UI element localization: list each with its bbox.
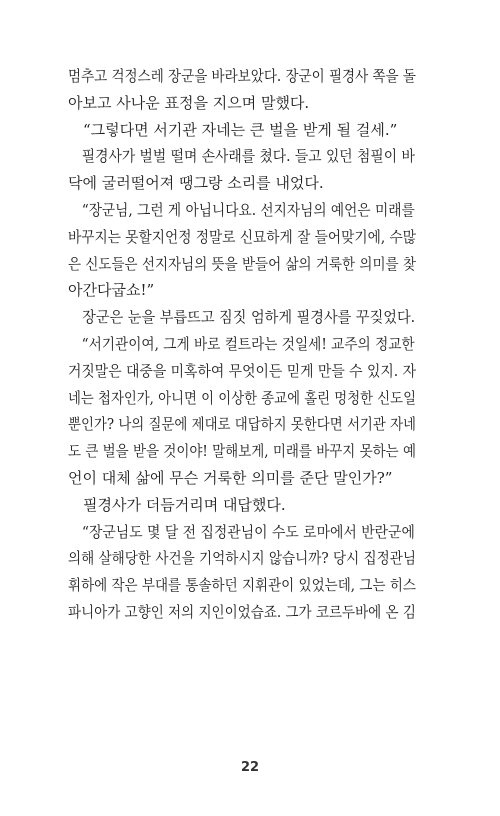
text-line: 의해 살해당한 사건을 기억하시지 않습니까? 당시 집정관님 (68, 549, 417, 568)
page-number: 22 (240, 760, 260, 775)
text-line: 필경사가 더듬거리며 대답했다. (83, 495, 286, 514)
text-line: “장군님, 그런 게 아닙니다요. 선지자님의 예언은 미래를 (81, 200, 415, 219)
text-line: “장군님도 몇 달 전 집정관님이 수도 로마에서 반란군에 (81, 522, 415, 541)
text-line: “서기관이여, 그게 바로 컬트라는 것일세! 교주의 정교한 (81, 334, 415, 353)
text-line: “그렇다면 서기관 자네는 큰 벌을 받게 될 걸세.” (83, 120, 398, 139)
text-line: 아보고 사나운 표정을 지으며 말했다. (68, 93, 310, 112)
text-line: 파니아가 고향인 저의 지인이었습죠. 그가 코르두바에 온 김 (68, 602, 416, 621)
text-line: 도 큰 벌을 받을 것이야! 말해보게, 미래를 바꾸지 못하는 예 (68, 442, 417, 461)
text-line: 멈추고 걱정스레 장군을 바라보았다. 장군이 필경사 쪽을 돌 (68, 67, 416, 85)
text-line: 아간다굽쇼!” (68, 281, 155, 300)
text-line: 휘하에 작은 부대를 통솔하던 지휘관이 있었는데, 그는 히스 (68, 576, 416, 595)
text-line: 닥에 굴러떨어져 땡그랑 소리를 내었다. (68, 174, 324, 193)
page-body (68, 63, 416, 626)
text-line: 은 신도들은 선지자님의 뜻을 받들어 삶의 거룩한 의미를 찾 (68, 254, 416, 273)
text-line: 바꾸지는 못할지언정 정말로 신묘하게 잘 들어맞기에, 수많 (68, 227, 416, 246)
text-line: 장군은 눈을 부릅뜨고 짐짓 엄하게 필경사를 꾸짖었다. (82, 308, 416, 327)
text-line: 거짓말은 대중을 미혹하여 무엇이든 믿게 만들 수 있지. 자 (68, 361, 417, 380)
text-line: 뿐인가? 나의 질문에 제대로 대답하지 못한다면 서기관 자네 (68, 415, 417, 434)
text-line: 언이 대체 삶에 무슨 거룩한 의미를 준단 말인가?” (68, 468, 393, 487)
text-line: 네는 첩자인가, 아니면 이 이상한 종교에 홀린 멍청한 신도일 (68, 388, 416, 407)
text-line: 필경사가 벌벌 떨며 손사래를 쳤다. 들고 있던 첨필이 바 (81, 147, 415, 166)
